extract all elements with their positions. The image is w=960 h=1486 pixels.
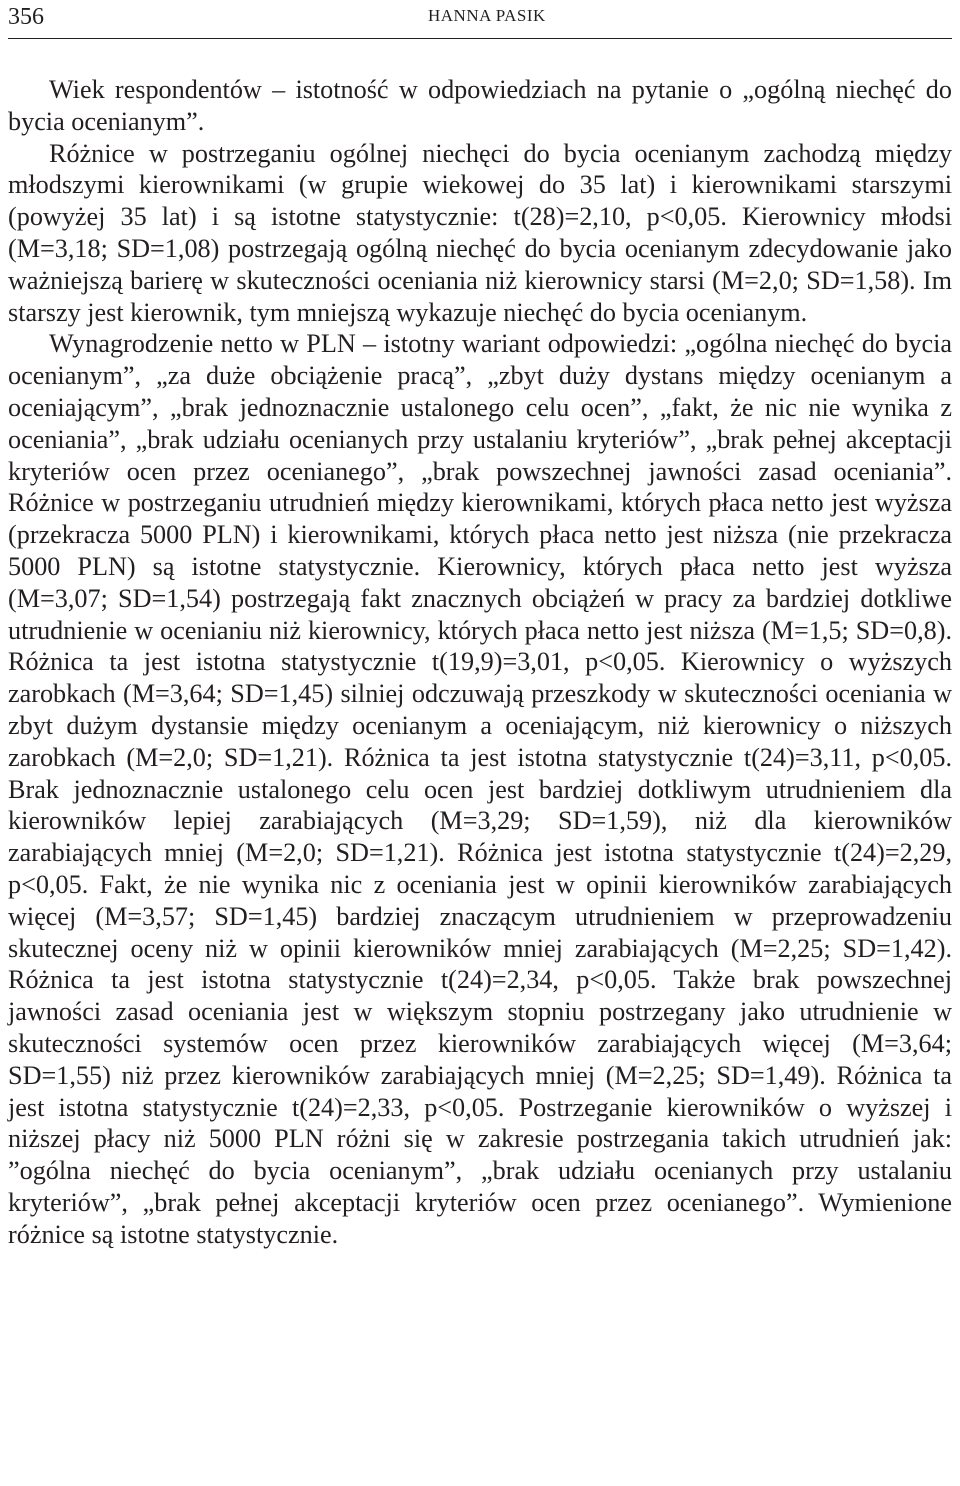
body-text — [8, 74, 952, 1250]
page-header — [8, 0, 952, 39]
paragraph-age-differences: Różnice w postrzeganiu ogólnej niechęci do bycia ocenianym zachodzą między młodszymi kierownikami (w grupie wiekowej do 35 lat) i kierownikami starszymi (powyżej 35 lat) i są istotne statystycznie: t(28)=2,10, p<0,05. Kierownicy młodsi (M=3,18; SD=1,08) postrzegają ogólną niechęć do bycia ocenianym zdecydowanie jako ważniejszą barierę w skuteczności oceniania niż kierownicy starsi (M=2,0; SD=1,58). Im starszy jest kierownik, tym mniejszą wykazuje niechęć do bycia ocenianym. — [8, 138, 952, 327]
paragraph-salary-differences: Wynagrodzenie netto w PLN – istotny wariant odpowiedzi: „ogólna niechęć do bycia ocenianym”, „za duże obciążenie pracą”, „zbyt duży dystans między ocenianym a oceniającym”, „brak jednoznacznie ustalonego celu ocen”, „fakt, że nic nie wynika z oceniania”, „brak udziału ocenianych przy ustalaniu kryteriów”, „brak pełnej akceptacji kryteriów ocen przez ocenianego”, „brak powszechnej jawności zasad oceniania”. Różnice w postrzeganiu utrudnień między kierownikami, których płaca netto jest wyższa (przekracza 5000 PLN) i kierownikami, których płaca netto jest niższa (nie przekracza 5000 PLN) są istotne statystycznie. Kierownicy, których płaca netto jest wyższa (M=3,07; SD=1,54) postrzegają fakt znacznych obciążeń w pracy za bardziej dotkliwe utrudnienie w ocenianiu niż kierownicy, których płaca netto jest niższa (M=1,5; SD=0,8). Różnica ta jest istotna statystycznie t(19,9)=3,01, p<0,05. Kierownicy o wyższych zarobkach (M=3,64; SD=1,45) silniej odczuwają przeszkody w skuteczności oceniania w zbyt dużym dystansie między ocenianym a oceniającym, niż kierownicy o niższych zarobkach (M=2,0; SD=1,21). Różnica ta jest istotna statystycznie t(24)=3,11, p<0,05. Brak jednoznacznie ustalonego celu ocen jest bardziej dotkliwym utrudnieniem dla kierowników lepiej zarabiających (M=3,29; SD=1,59), niż dla kierowników zarabiających mniej (M=2,0; SD=1,21). Różnica jest istotna statystycznie t(24)=2,29, p<0,05. Fakt, że nie wynika nic z oceniania jest w opinii kierowników zarabiających więcej (M=3,57; SD=1,45) bardziej znaczącym utrudnieniem w przeprowadzeniu skutecznej oceny niż w opinii kierowników mniej zarabiających (M=2,25; SD=1,42). Różnica ta jest istotna statystycznie t(24)=2,34, p<0,05. Także brak powszechnej jawności zasad oceniania jest w większym stopniu postrzegany jako utrudnienie w skuteczności systemów ocen przez kierowników zarabiających więcej (M=3,64; SD=1,55) niż przez kierowników zarabiających mniej (M=2,25; SD=1,49). Różnica ta jest istotna statystycznie t(24)=2,33, p<0,05. Postrzeganie kierowników o wyższej i niższej płacy niż 5000 PLN różni się w zakresie postrzegania takich utrudnień jak: ”ogólna niechęć do bycia ocenianym”, „brak udziału ocenianych przy ustalaniu kryteriów”, „brak pełnej akceptacji kryteriów ocen przez ocenianego”. Wymienione różnice są istotne statystycznie. — [8, 329, 952, 1249]
paragraph-age-intro: Wiek respondentów – istotność w odpowiedziach na pytanie o „ogólną niechęć do bycia ocenianym”. — [8, 75, 952, 136]
page-number: 356 — [8, 4, 44, 30]
running-head: HANNA PASIK — [428, 6, 546, 25]
